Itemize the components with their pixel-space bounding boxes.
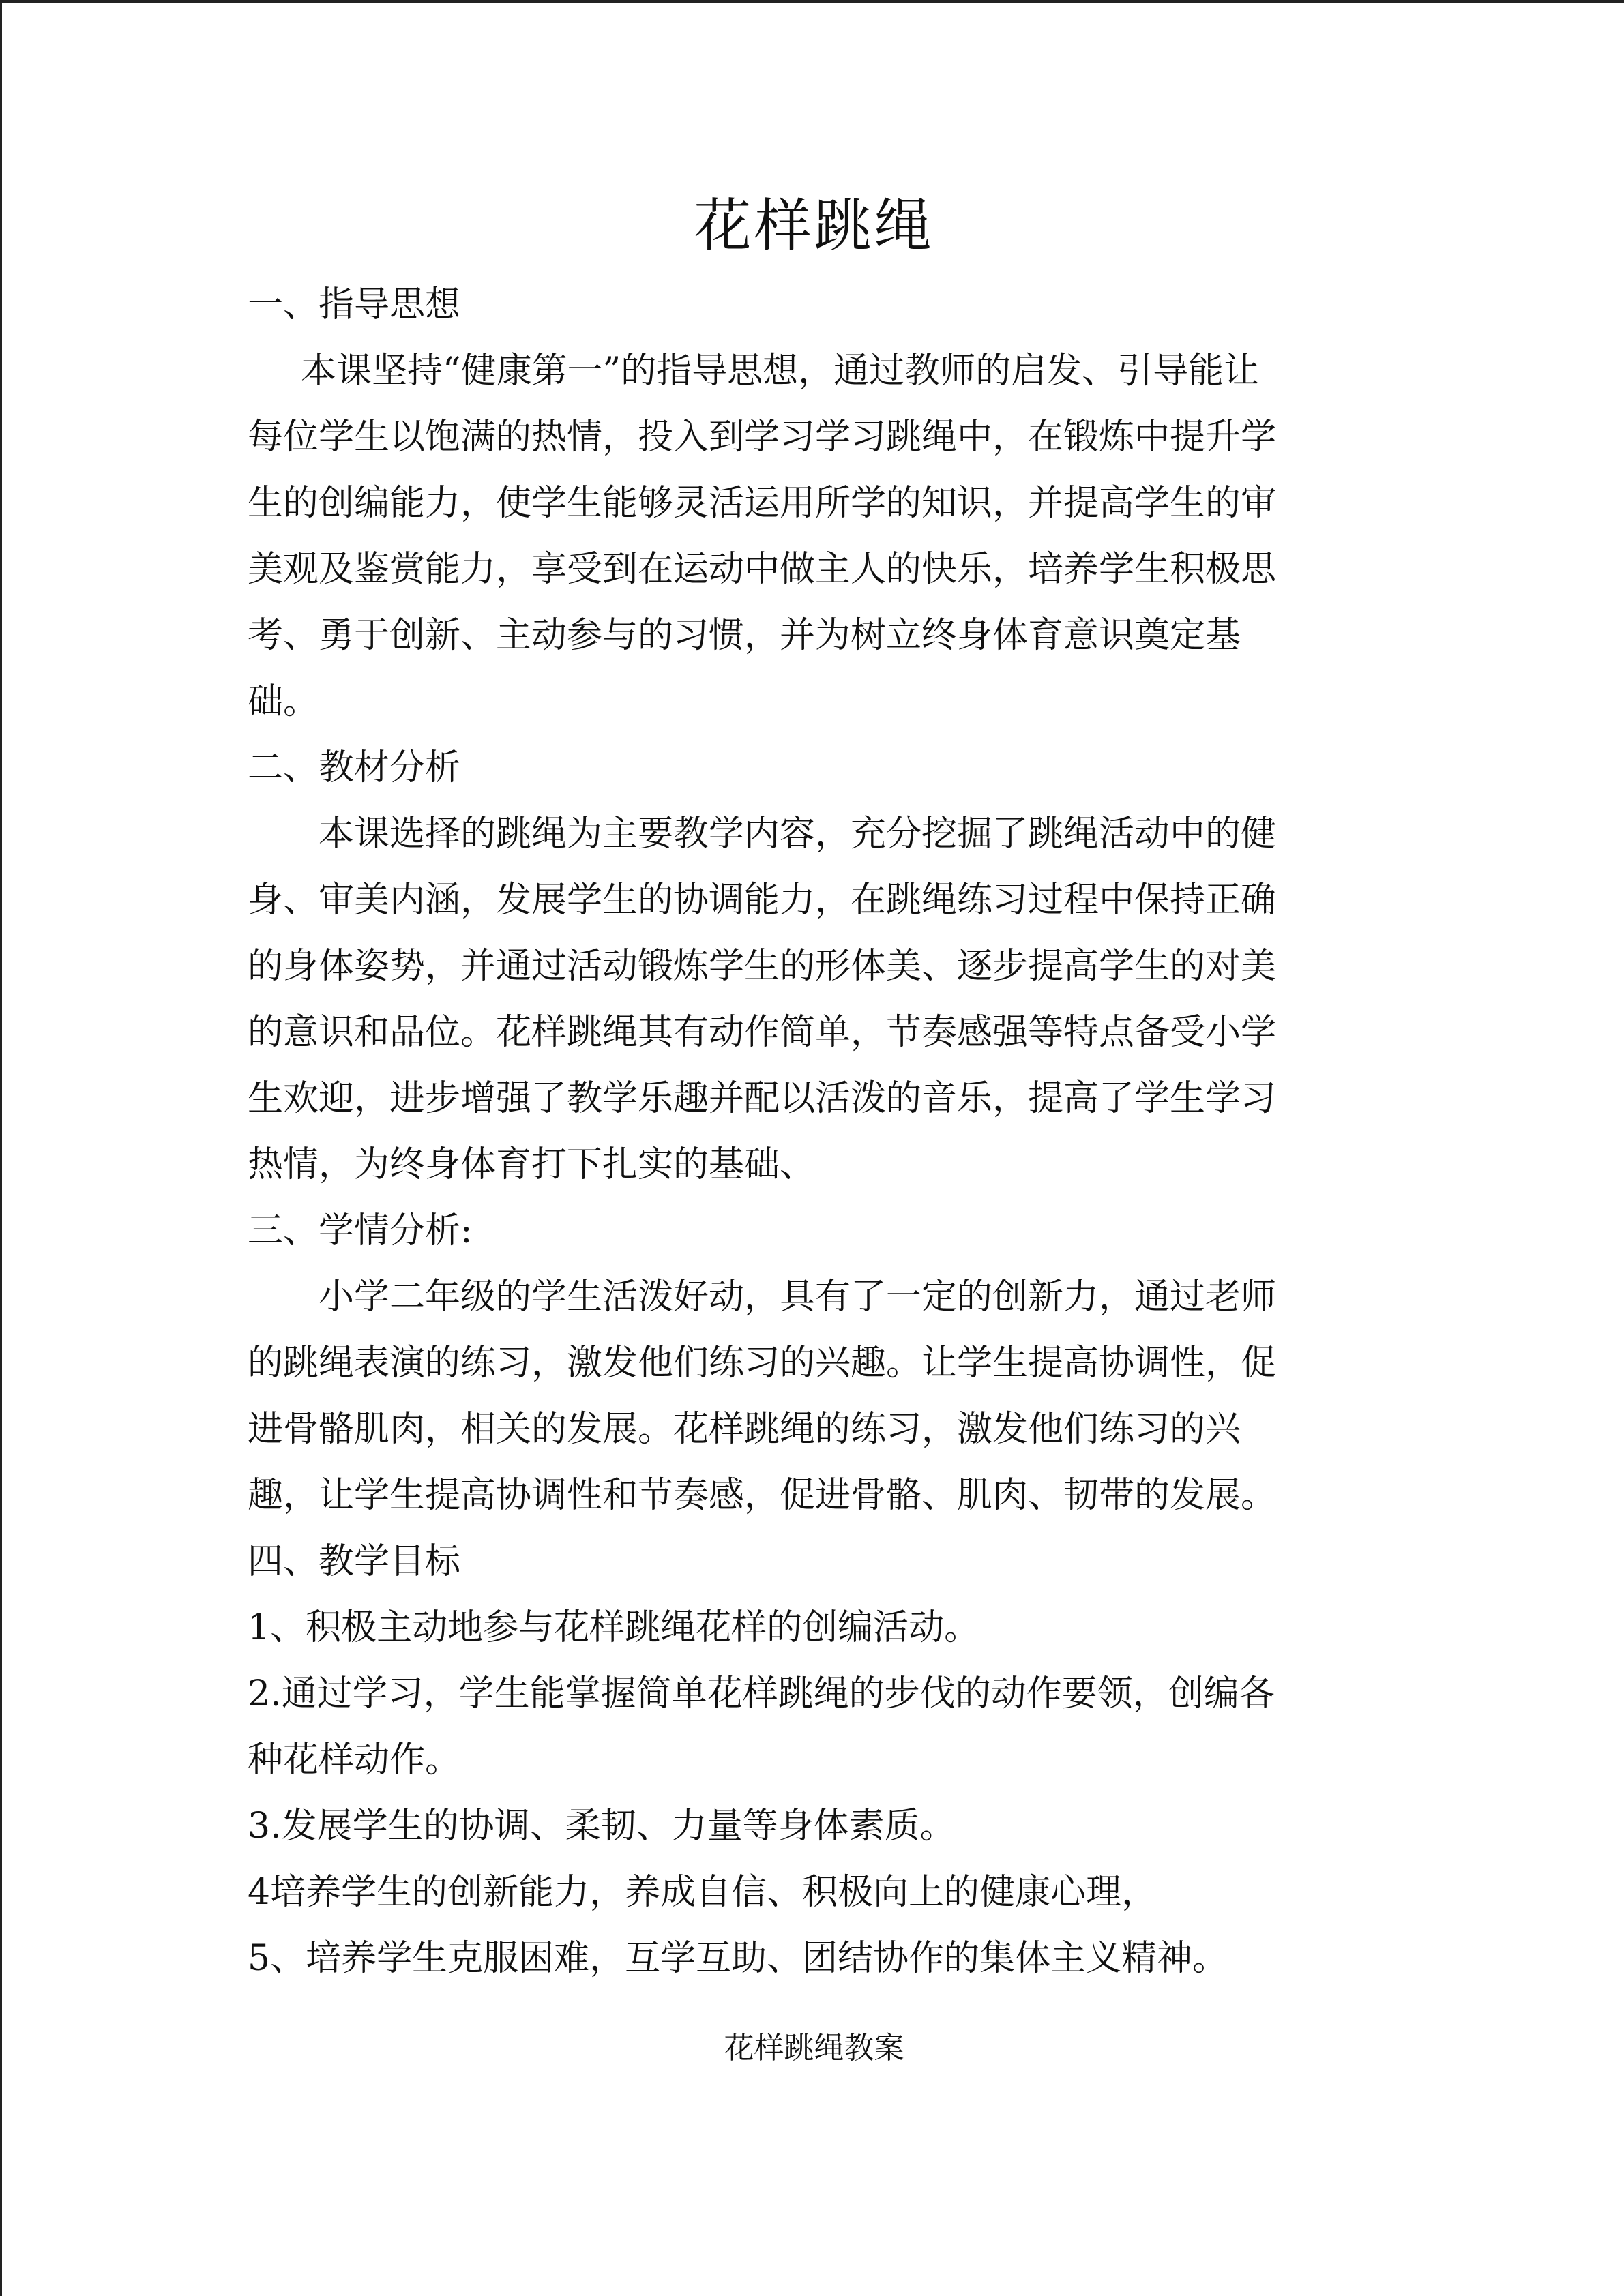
document-title: 花样跳绳 [694,192,934,259]
paragraph-line: 础。 [248,681,319,722]
document-body [248,272,1380,1992]
paragraph-line: 进骨骼肌肉，相关的发展。花样跳绳的练习，激发他们练习的兴 [248,1409,1241,1450]
page-footer: 花样跳绳教案 [724,2031,904,2066]
goal-item: 5、培养学生克服困难，互学互助、团结协作的集体主义精神。 [248,1938,1228,1979]
goal-item-continuation: 种花样动作。 [248,1740,461,1780]
paragraph-line: 本课选择的跳绳为主要教学内容，充分挖掘了跳绳活动中的健 [319,814,1277,854]
goal-item: 2.通过学习，学生能掌握简单花样跳绳的步伐的动作要领，创编各 [248,1673,1275,1714]
paragraph-line: 生欢迎，进步增强了教学乐趣并配以活泼的音乐，提高了学生学习 [248,1078,1277,1119]
paragraph-line: 考、勇于创新、主动参与的习惯，并为树立终身体育意识奠定基 [248,615,1241,656]
goal-item: 4培养学生的创新能力，养成自信、积极向上的健康心理， [248,1872,1157,1913]
section-heading-guiding-thought: 一、指导思想 [248,284,461,325]
paragraph-line: 本课坚持“健康第一”的指导思想，通过教师的启发、引导能让 [301,351,1260,391]
paragraph-line: 趣，让学生提高协调性和节奏感，促进骨骼、肌肉、韧带的发展。 [248,1475,1277,1516]
paragraph-line: 每位学生以饱满的热情，投入到学习学习跳绳中，在锻炼中提升学 [248,417,1277,458]
paragraph-line: 的意识和品位。花样跳绳其有动作简单，节奏感强等特点备受小学 [248,1012,1277,1053]
paragraph-line: 小学二年级的学生活泼好动，具有了一定的创新力，通过老师 [319,1277,1277,1317]
paragraph-line: 生的创编能力，使学生能够灵活运用所学的知识，并提高学生的审 [248,483,1277,524]
section-heading-student-analysis: 三、学情分析: [248,1210,473,1251]
section-heading-teaching-goals: 四、教学目标 [248,1541,461,1582]
paragraph-line: 的跳绳表演的练习，激发他们练习的兴趣。让学生提高协调性，促 [248,1343,1277,1384]
goal-item: 3.发展学生的协调、柔韧、力量等身体素质。 [248,1806,956,1847]
paragraph-line: 的身体姿势，并通过活动锻炼学生的形体美、逐步提高学生的对美 [248,946,1277,987]
paragraph-line: 身、审美内涵，发展学生的协调能力，在跳绳练习过程中保持正确 [248,880,1277,921]
paragraph-line: 热情，为终身体育打下扎实的基础、 [248,1144,816,1185]
goal-item: 1、积极主动地参与花样跳绳花样的创编活动。 [248,1607,980,1648]
paragraph-line: 美观及鉴赏能力，享受到在运动中做主人的快乐，培养学生积极思 [248,549,1277,590]
section-heading-material-analysis: 二、教材分析 [248,747,461,788]
